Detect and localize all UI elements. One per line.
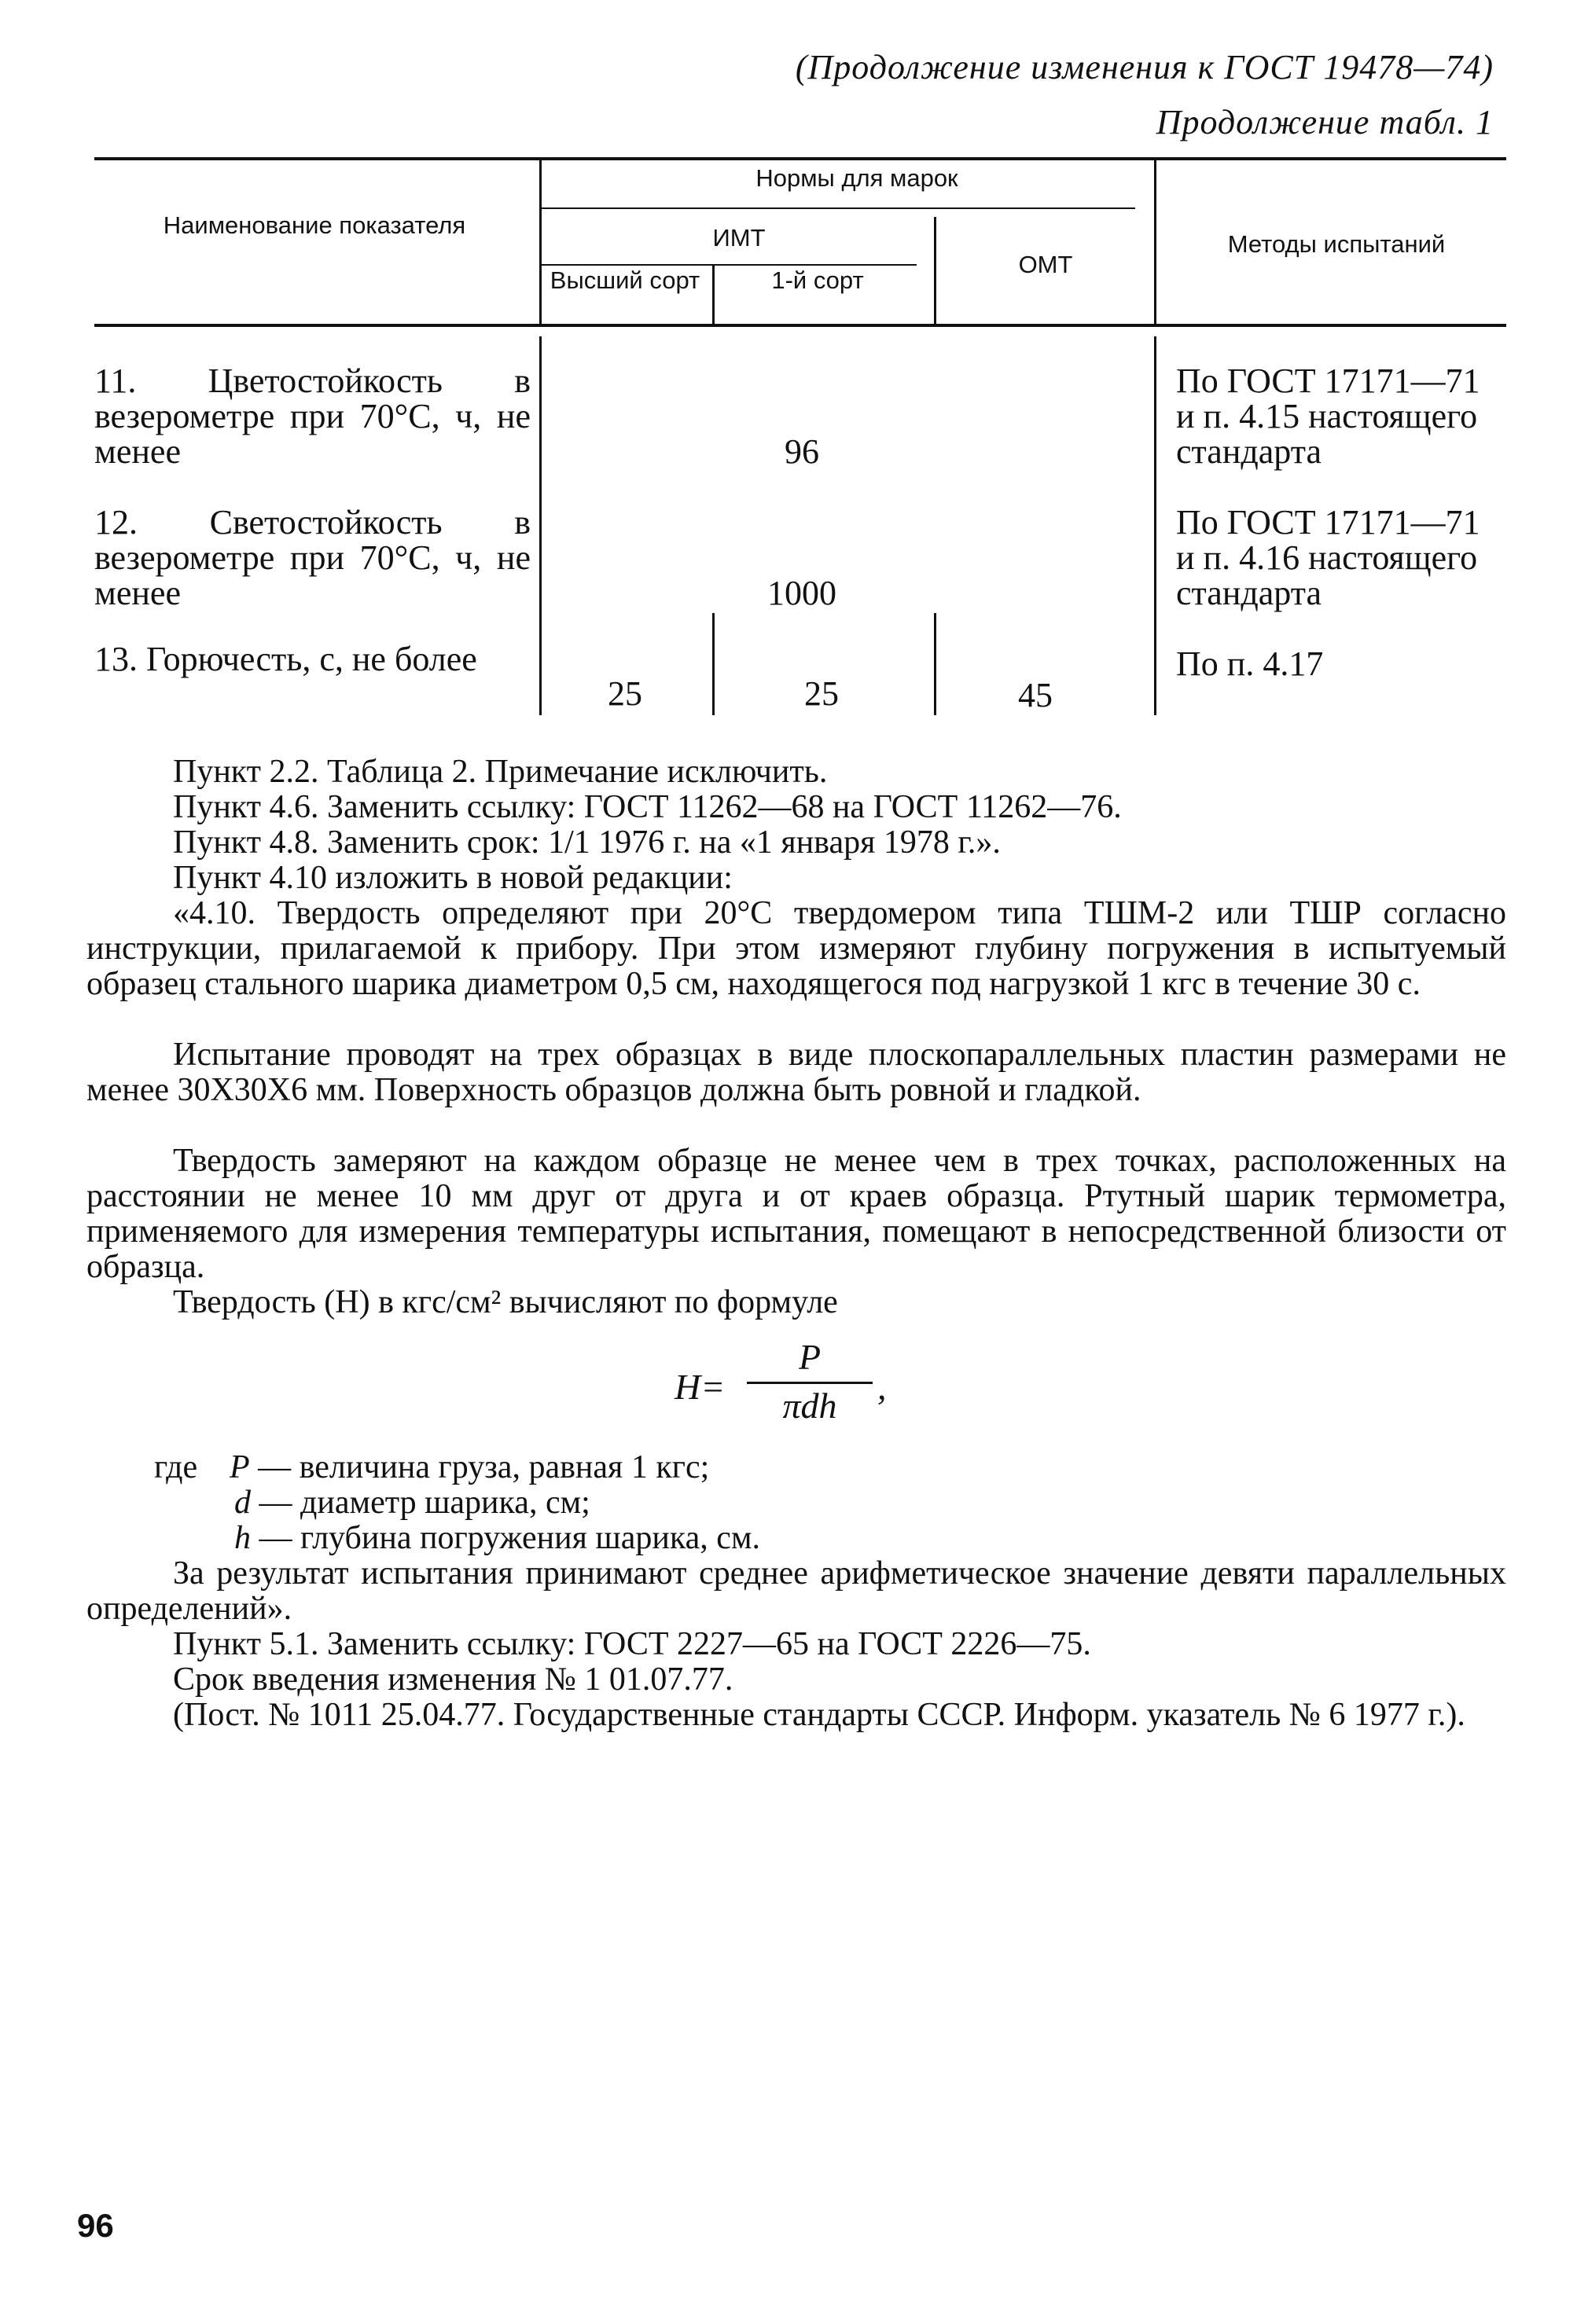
legend-item (234, 1521, 760, 1556)
table-row-method: По п. 4.17 (1176, 644, 1324, 683)
legend-symbol: P (230, 1449, 250, 1485)
col-sep-4-head (1154, 157, 1156, 324)
paragraph: Пункт 2.2. Таблица 2. Примечание исключить. (173, 754, 828, 790)
paragraph: Срок введения изменения № 1 01.07.77. (173, 1661, 733, 1698)
imt-header: ИМТ (712, 224, 766, 251)
formula-numerator: P (798, 1337, 822, 1377)
table-row-value-top: 25 (608, 674, 642, 713)
paragraph: Испытание проводят на трех образцах в виде плоскопараллельных пластин размерами не менее 30Х30Х6 мм. Поверхность образцов должна быть ровной и гладкой. (86, 1037, 1506, 1108)
fraction-bar (747, 1382, 873, 1384)
norms-header: Нормы для марок (755, 164, 958, 192)
running-header: (Продолжение изменения к ГОСТ 19478—74) (795, 48, 1494, 86)
table-top-rule (94, 157, 1506, 160)
paragraph: (Пост. № 1011 25.04.77. Государственные стандарты СССР. Информ. указатель № 6 1977 г.). (173, 1697, 1465, 1733)
col-name-header: Наименование показателя (163, 211, 466, 239)
paragraph: За результат испытания принимают среднее арифметическое значение девяти параллельных определений». (86, 1555, 1506, 1627)
table-row-name: 11. Цветостойкость в везерометре при 70°С, ч, не менее (94, 362, 531, 471)
legend-text: — глубина погружения шарика, см. (251, 1520, 761, 1556)
top-grade-header: Высший сорт (550, 266, 700, 294)
col-sep-1-head (539, 157, 542, 324)
legend-symbol: d (234, 1485, 251, 1521)
paragraph: Пункт 4.10 изложить в новой редакции: (173, 860, 733, 896)
table-row-method: По ГОСТ 17171—71 и п. 4.15 настоящего стандарта (1176, 362, 1480, 471)
col-sep-3-head (934, 217, 936, 324)
formula-denominator: πdh (782, 1386, 837, 1426)
table-row-name: 12. Светостойкость в везерометре при 70°С, ч, не менее (94, 503, 531, 612)
table-row-value-first: 25 (804, 674, 839, 713)
legend-symbol: h (234, 1520, 251, 1556)
table-continuation-label: Продолжение табл. 1 (1156, 103, 1494, 141)
table-row-value-omt: 45 (1018, 676, 1053, 714)
col-sep-1-body (539, 336, 542, 715)
col-sep-3-body (934, 613, 936, 715)
col-sep-2-body (712, 613, 715, 715)
col-sep-4-body (1154, 336, 1156, 715)
formula-comma: , (877, 1367, 887, 1407)
paragraph: Пункт 4.6. Заменить ссылку: ГОСТ 11262—68 на ГОСТ 11262—76. (173, 789, 1122, 825)
table-row-value: 96 (785, 432, 819, 471)
table-row-value: 1000 (767, 574, 836, 612)
formula-lhs: H= (675, 1367, 726, 1407)
col-sep-2-head (712, 264, 715, 324)
legend-item (234, 1485, 590, 1521)
imt-rule (541, 264, 917, 266)
paragraph: Твердость замеряют на каждом образце не менее чем в трех точках, расположенных на расстоянии не менее 10 мм друг от друга и от краев образца. Ртутный шарик термометра, применяемого для измерения температуры испытания, помещают в непосредственной близости от образца. (86, 1143, 1506, 1285)
paragraph: «4.10. Твердость определяют при 20°С твердомером типа ТШМ-2 или ТШР согласно инструкции, прилагаемой к прибору. При этом измеряют глубину погружения в испытуемый образец стального шарика диаметром 0,5 см, находящегося под нагрузкой 1 кгс в течение 30 с. (86, 895, 1506, 1002)
table-row-name: 13. Горючесть, с, не более (94, 640, 477, 678)
paragraph: Пункт 4.8. Заменить срок: 1/1 1976 г. на «1 января 1978 г.». (173, 824, 1001, 861)
page-number: 96 (77, 2207, 114, 2244)
legend-intro: где (154, 1449, 198, 1485)
table-header-rule (94, 324, 1506, 327)
paragraph: Пункт 5.1. Заменить ссылку: ГОСТ 2227—65 на ГОСТ 2226—75. (173, 1626, 1091, 1662)
legend-text: — величина груза, равная 1 кгс; (249, 1449, 710, 1485)
legend-text: — диаметр шарика, см; (251, 1485, 590, 1521)
methods-header: Методы испытаний (1227, 230, 1446, 258)
norms-rule (541, 207, 1135, 209)
first-grade-header: 1-й сорт (771, 266, 864, 294)
table-row-method: По ГОСТ 17171—71 и п. 4.16 настоящего стандарта (1176, 503, 1480, 612)
legend-item (230, 1450, 709, 1485)
paragraph: Твердость (Н) в кгс/см² вычисляют по формуле (173, 1284, 838, 1320)
omt-header: ОМТ (1018, 251, 1073, 278)
